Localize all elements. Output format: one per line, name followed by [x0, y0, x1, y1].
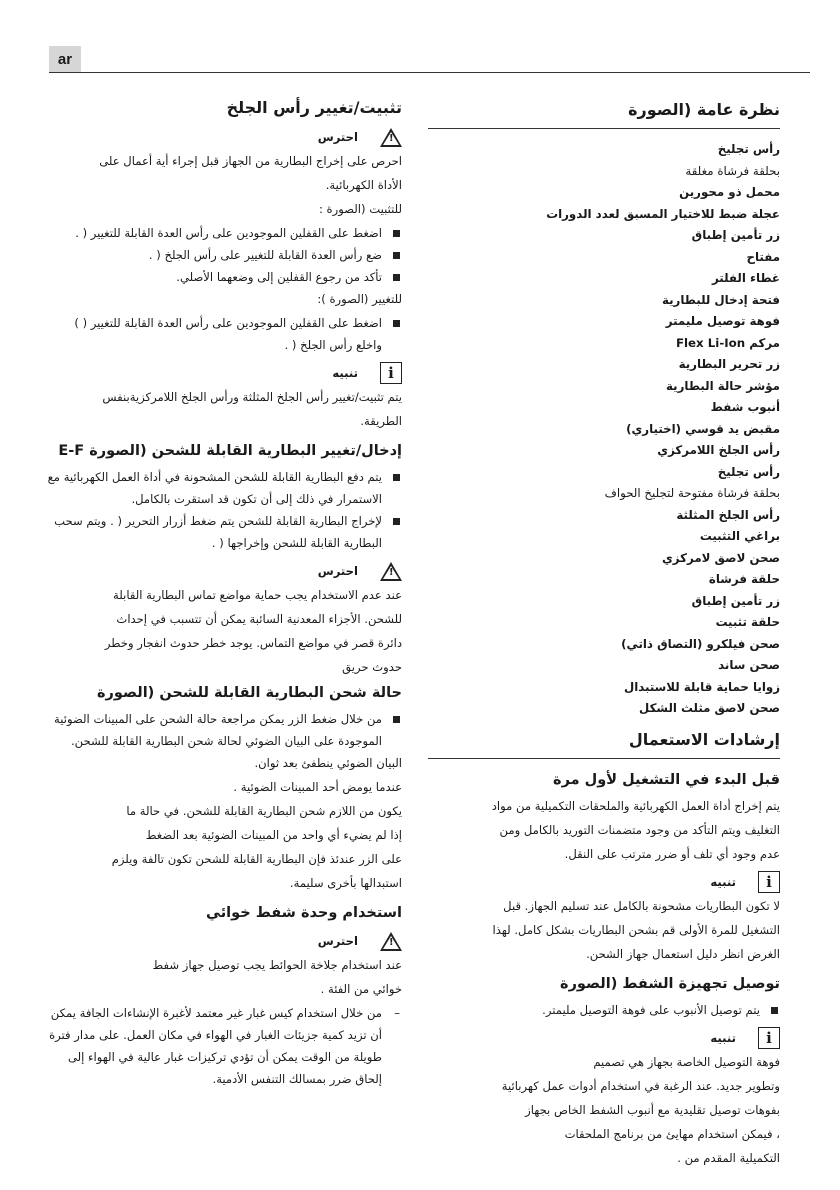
warning-line: دائرة قصر في مواضع التماس. يوجد خطر حدوث انفجار وخطر — [104, 636, 402, 650]
note-block — [428, 871, 780, 893]
part-item: أنبوب شفط — [710, 400, 780, 414]
first-use-line: عدم وجود أي تلف أو ضرر مترتب على النقل. — [564, 846, 780, 861]
first-use-title: قبل البدء في التشغيل لأول مرة — [553, 771, 780, 788]
part-item: رأس الجلخ المثلثة — [676, 507, 780, 522]
part-item: زوايا حماية قابلة للاستبدال — [623, 679, 780, 694]
part-item: حلقة فرشاة — [708, 572, 780, 586]
note-line: التكميلية المقدم من . — [677, 1150, 780, 1165]
part-item: صحن لاصق مثلث الشكل — [639, 701, 780, 715]
warning-line: عند عدم الاستخدام يجب حماية مواضع تماس البطارية القابلة — [113, 588, 402, 602]
part-item: براغي التثبيت — [699, 529, 780, 543]
warning-label: احترس — [317, 564, 358, 578]
part-item: غطاء الفلتر — [711, 271, 780, 285]
part-item: رأس تجليخ — [717, 142, 780, 156]
part-item: مقبض يد قوسي (اختياري) — [626, 421, 780, 436]
charge-state-line: إذا لم يضيء أي واحد من المبينات الضوئية بعد الضغط — [145, 828, 402, 842]
usage-title: إرشادات الاستعمال — [628, 729, 780, 749]
parts-list — [428, 139, 780, 720]
note-line: الغرض انظر دليل استعمال جهاز الشحن. — [586, 946, 780, 961]
head-title: تثبيت/تغيير رأس الجلخ — [226, 98, 402, 117]
list-item: تأكد من رجوع القفلين إلى وضعهما الأصلي. — [47, 266, 402, 288]
warning-line: خوائي من الفئة . — [320, 982, 402, 996]
part-item: حلقة تثبيت — [715, 615, 780, 629]
warning-triangle-icon — [380, 932, 402, 951]
note-line: لا تكون البطاريات مشحونة بالكامل عند تسليم الجهاز. قبل — [503, 898, 780, 913]
part-item: فوهة توصيل مليمتر — [665, 314, 780, 328]
part-item: رأس تجليخ — [717, 464, 780, 479]
battery-list — [47, 466, 402, 554]
overview-title: نظرة عامة (الصورة — [628, 100, 780, 119]
note-line: التشغيل للمرة الأولى قم بشحن البطاريات بشكل كامل. لهذا — [492, 922, 780, 937]
list-item: ضع رأس العدة القابلة للتغيير على رأس الجلخ ( . — [47, 244, 402, 266]
part-item: صحن لاصق لامركزي — [662, 550, 780, 565]
warning-block — [47, 930, 402, 952]
fix-intro: للتثبيت (الصورة : — [318, 202, 402, 216]
charge-state-line: على الزر عندئذ فإن البطارية القابلة للشحن تكون تالفة ويلزم — [111, 852, 402, 866]
warning-line: حدوث حريق — [342, 660, 402, 674]
warning-label: احترس — [317, 934, 358, 948]
list-item: لإخراج البطارية القابلة للشحن يتم ضغط أزرار التحرير ( . ويتم سحب البطارية القابلة للشحن وإخراجها ( . — [47, 510, 402, 554]
charge-state-title: حالة شحن البطارية القابلة للشحن (الصورة — [96, 685, 402, 701]
warning-label: احترس — [317, 130, 358, 144]
part-item: مؤشر حالة البطارية — [666, 378, 780, 393]
charge-state-line: البيان الضوئي ينطفئ بعد ثوان. — [254, 756, 402, 770]
warning-triangle-icon — [380, 562, 402, 581]
part-item: زر تحرير البطارية — [678, 357, 780, 371]
note-block — [428, 1027, 780, 1049]
battery-title: إدخال/تغيير البطارية القابلة للشحن (الصورة E-F — [58, 443, 402, 459]
warning-line: عند استخدام جلاخة الحوائط يجب توصيل جهاز شفط — [152, 958, 402, 972]
first-use-line: التغليف ويتم التأكد من وجود متضمنات التوريد بالكامل ومن — [499, 822, 780, 837]
note-line: فوهة التوصيل الخاصة بجهاز هي تصميم — [593, 1054, 780, 1069]
list-item: من خلال ضغط الزر يمكن مراجعة حالة الشحن على المبينات الضوئية الموجودة على البيان الضوئي لحالة شحن البطارية القابلة للشحن. — [47, 708, 402, 752]
left-column — [47, 92, 402, 1090]
part-item: محمل ذو محورين — [679, 185, 780, 199]
part-item: صحن فيلكرو (التصاق ذاتي) — [621, 636, 780, 651]
part-item: فتحة إدخال للبطارية — [661, 292, 780, 307]
charge-state-line: عندما يومض أحد المبينات الضوئية . — [233, 780, 402, 794]
note-block — [47, 362, 402, 384]
info-icon: i — [380, 362, 402, 384]
note-line: الطريقة. — [360, 414, 402, 428]
info-icon: i — [758, 871, 780, 893]
note-line: يتم تثبيت/تغيير رأس الجلخ المثلثة ورأس الجلخ اللامركزيةبنفس — [102, 390, 402, 404]
list-item: اضغط على القفلين الموجودين على رأس العدة القابلة للتغيير ( ) واخلع رأس الجلخ ( . — [47, 312, 402, 356]
header-rule — [49, 72, 810, 73]
note-line: وتطوير جديد. عند الرغبة في استخدام أدوات عمل كهربائية — [501, 1078, 780, 1093]
part-item: زر تأمين إطباق — [691, 593, 780, 608]
part-item: مركم Flex Li-Ion — [675, 335, 780, 350]
part-item: عجلة ضبط للاختيار المسبق لعدد الدورات — [546, 206, 780, 221]
suction-list — [428, 999, 780, 1021]
part-item: بحلقة فرشاة مفتوحة لتجليخ الحواف — [604, 486, 780, 500]
part-item: رأس الجلخ اللامركزي — [657, 443, 780, 457]
note-label: تنبيه — [332, 366, 358, 380]
list-item: يتم دفع البطارية القابلة للشحن المشحونة في أداة العمل الكهربائية مع الاستمرار في ذلك إلى أن تكون قد استقرت بالكامل. — [47, 466, 402, 510]
charge-state-line: استبدالها بأخرى سليمة. — [289, 876, 402, 890]
info-icon: i — [758, 1027, 780, 1049]
section-rule — [428, 128, 780, 129]
charge-state-line: يكون من اللازم شحن البطارية القابلة للشحن. في حالة ما — [126, 804, 402, 818]
change-intro: للتغيير (الصورة ): — [317, 292, 402, 306]
note-label: تنبيه — [710, 874, 736, 889]
note-line: ، فيمكن استخدام مهايئ من برنامج الملحقات — [564, 1126, 780, 1141]
section-rule — [428, 758, 780, 759]
change-list — [47, 312, 402, 356]
warning-block — [47, 560, 402, 582]
list-item: – من خلال استخدام كيس غبار غير معتمد لأغبرة الإنشاءات الجافة يمكن أن تزيد كمية جزيئات الغبار في الهواء في مكان العمل. على مدار فترة طويلة من الوقت يمكن أن تؤدي تركيزات غبار عالية في الهواء إلى إلحاق ضرر بمسالك التنفس الأدمية. — [47, 1002, 402, 1090]
vacuum-list — [47, 1002, 402, 1090]
warning-line: الأداة الكهربائية. — [325, 178, 402, 192]
note-line: بفوهات توصيل تقليدية مع أنبوب الشفط الخاص بجهاز — [525, 1102, 780, 1117]
language-tab: ar — [49, 46, 81, 72]
first-use-line: يتم إخراج أداة العمل الكهربائية والملحقات التكميلية من مواد — [491, 798, 780, 813]
fix-list — [47, 222, 402, 288]
part-item: صحن ساند — [718, 658, 780, 672]
right-column — [428, 92, 780, 1171]
vacuum-title: استخدام وحدة شفط خوائي — [206, 905, 402, 921]
list-item: اضغط على القفلين الموجودين على رأس العدة القابلة للتغيير ( . — [47, 222, 402, 244]
warning-block — [47, 126, 402, 148]
note-label: تنبيه — [710, 1030, 736, 1045]
part-item: بحلقة فرشاة مغلقة — [685, 163, 780, 178]
suction-title: توصيل تجهيزة الشفط (الصورة — [560, 975, 780, 992]
warning-line: للشحن. الأجزاء المعدنية السائبة يمكن أن تتسبب في إحداث — [116, 612, 402, 626]
charge-state-list — [47, 708, 402, 752]
warning-line: احرص على إخراج البطارية من الجهاز قبل إجراء أية أعمال على — [99, 154, 402, 168]
warning-triangle-icon — [380, 128, 402, 147]
part-item: مفتاح — [746, 249, 780, 264]
part-item: زر تأمين إطباق — [691, 228, 780, 242]
list-item: يتم توصيل الأنبوب على فوهة التوصيل مليمتر. — [428, 999, 780, 1021]
